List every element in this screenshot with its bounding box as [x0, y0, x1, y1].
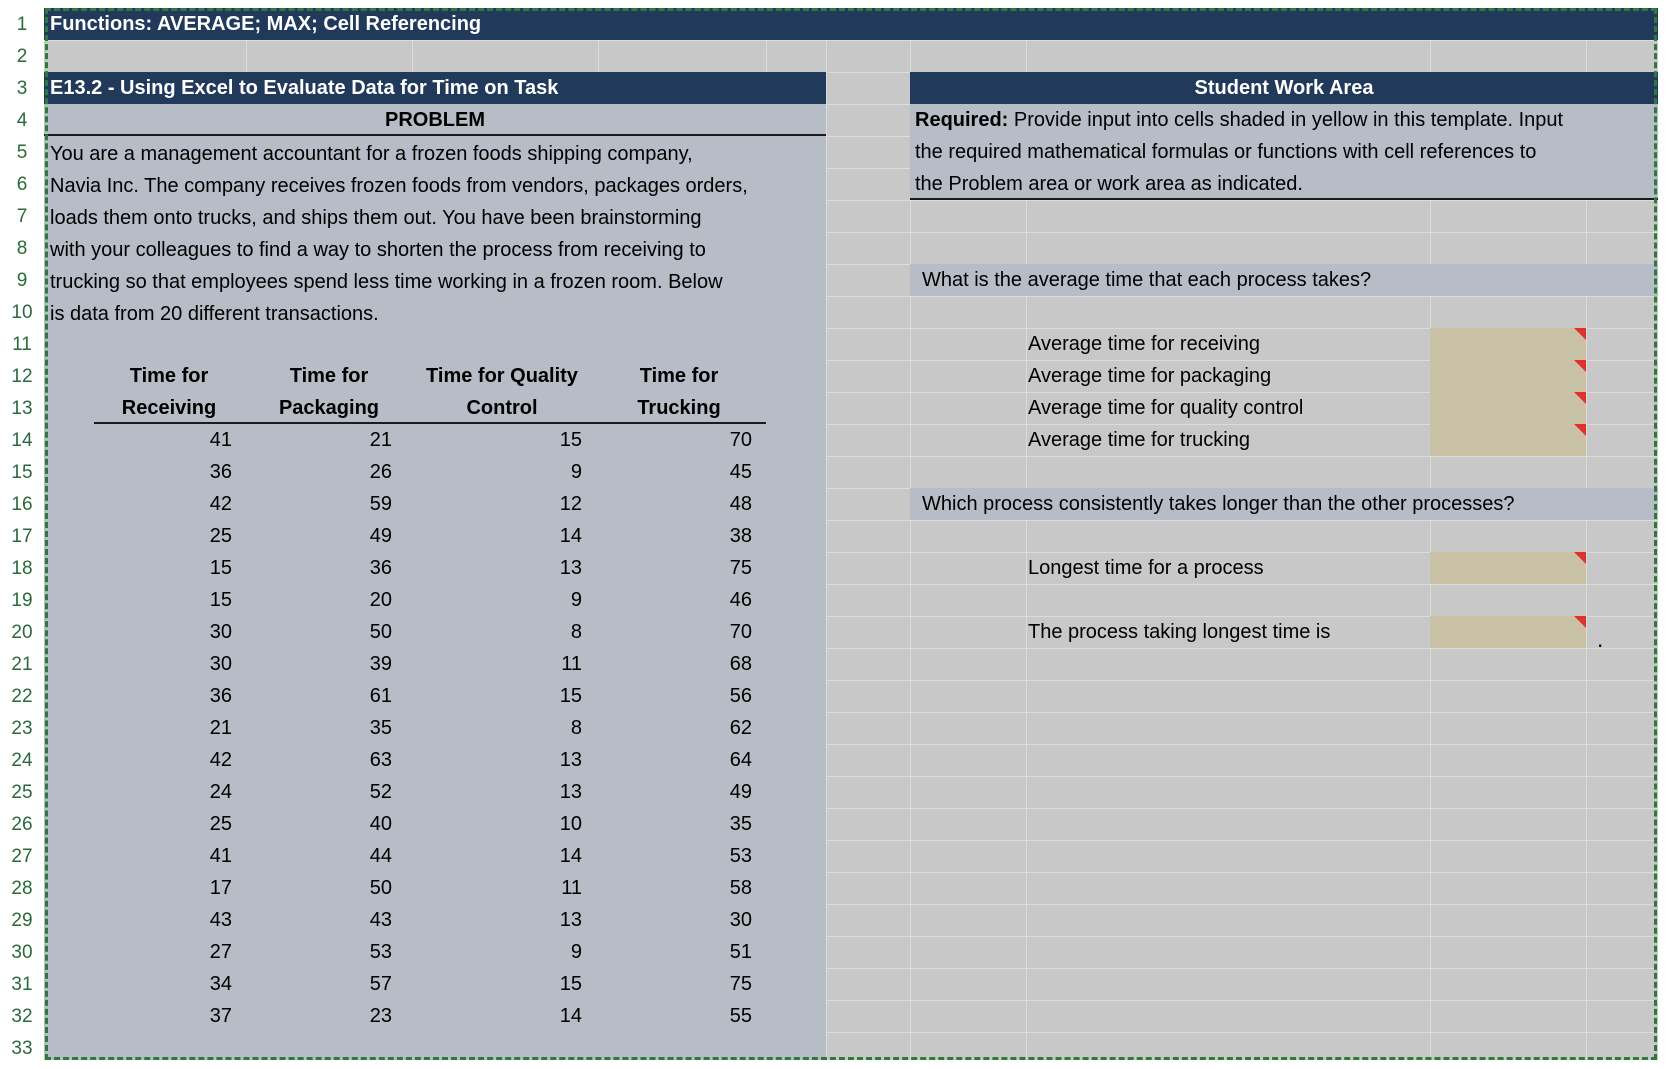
column-header-line: Time for	[289, 365, 369, 387]
comment-marker-icon[interactable]	[1574, 392, 1586, 404]
row-number[interactable]: 10	[11, 302, 33, 323]
problem-header: E13.2 - Using Excel to Evaluate Data for Time on Task	[44, 72, 826, 104]
table-cell[interactable]: 75	[729, 973, 752, 995]
column-header-line: Time for	[639, 365, 719, 387]
table-row	[94, 744, 766, 776]
column-header-line: Control	[466, 397, 538, 419]
table-row	[94, 808, 766, 840]
row-number[interactable]: 12	[11, 366, 33, 387]
row-number[interactable]: 22	[11, 686, 33, 707]
row-number[interactable]: 31	[11, 974, 33, 995]
table-cell[interactable]: 13	[559, 781, 582, 803]
comment-marker-icon[interactable]	[1574, 616, 1586, 628]
row-number[interactable]: 23	[11, 718, 33, 739]
row-number[interactable]: 11	[12, 334, 32, 355]
table-cell[interactable]: 12	[559, 493, 582, 515]
column-header-line: Time for	[129, 365, 209, 387]
table-cell[interactable]: 36	[369, 557, 392, 579]
table-cell[interactable]: 43	[209, 909, 232, 931]
row-number[interactable]: 16	[11, 494, 33, 515]
longest-time-input[interactable]	[1430, 552, 1586, 584]
table-row	[94, 968, 766, 1000]
comment-marker-icon[interactable]	[1574, 328, 1586, 340]
table-cell[interactable]: 14	[559, 525, 582, 547]
table-cell[interactable]: 50	[369, 877, 392, 899]
row-number[interactable]: 25	[11, 782, 33, 803]
table-cell[interactable]: 62	[729, 717, 752, 739]
row-number[interactable]: 2	[16, 46, 28, 67]
table-cell[interactable]: 11	[561, 653, 582, 675]
table-cell[interactable]: 9	[570, 461, 582, 483]
sheet-title: Functions: AVERAGE; MAX; Cell Referencing	[44, 8, 1658, 40]
table-cell[interactable]: 13	[559, 909, 582, 931]
comment-marker-icon[interactable]	[1574, 424, 1586, 436]
table-cell[interactable]: 15	[559, 429, 582, 451]
table-cell[interactable]: 25	[209, 813, 232, 835]
column-header-line: Packaging	[278, 397, 380, 419]
table-cell[interactable]: 14	[559, 1005, 582, 1027]
row-number[interactable]: 21	[11, 654, 33, 675]
table-cell[interactable]: 49	[729, 781, 752, 803]
row-number[interactable]: 24	[11, 750, 33, 771]
table-row	[94, 680, 766, 712]
table-cell[interactable]: 52	[369, 781, 392, 803]
table-cell[interactable]: 10	[559, 813, 582, 835]
column-header-quality-control	[412, 360, 592, 424]
average-quality-control-input[interactable]	[1430, 392, 1586, 424]
required-line	[915, 104, 1652, 136]
row-number[interactable]: 3	[16, 78, 28, 99]
average-packaging-label: Average time for packaging	[1028, 365, 1272, 387]
table-cell[interactable]: 15	[559, 973, 582, 995]
table-row	[94, 648, 766, 680]
required-instructions	[910, 104, 1658, 200]
grid-line	[44, 40, 1658, 41]
row-number[interactable]: 27	[11, 846, 33, 867]
row-number[interactable]: 28	[11, 878, 33, 899]
table-cell[interactable]: 35	[729, 813, 752, 835]
table-cell[interactable]: 36	[209, 685, 232, 707]
column-header-trucking	[604, 360, 754, 424]
table-cell[interactable]: 13	[559, 557, 582, 579]
row-number[interactable]: 6	[16, 174, 28, 195]
table-cell[interactable]: 13	[559, 749, 582, 771]
table-cell[interactable]: 51	[729, 941, 752, 963]
table-cell[interactable]: 20	[369, 589, 392, 611]
description-line: is data from 20 different transactions.	[50, 303, 379, 325]
table-cell[interactable]: 56	[729, 685, 752, 707]
table-cell[interactable]: 63	[369, 749, 392, 771]
description-line: You are a management accountant for a frozen foods shipping company,	[50, 143, 693, 165]
row-number[interactable]: 8	[16, 238, 28, 259]
table-cell[interactable]: 9	[570, 941, 582, 963]
row-number[interactable]: 26	[11, 814, 33, 835]
row-number[interactable]: 29	[11, 910, 33, 931]
table-cell[interactable]: 58	[729, 877, 752, 899]
student-work-area-header: Student Work Area	[910, 72, 1658, 104]
table-row	[94, 712, 766, 744]
question-longest: Which process consistently takes longer than the other processes?	[910, 488, 1658, 520]
longest-time-label: Longest time for a process	[1028, 557, 1264, 579]
row-number[interactable]: 4	[16, 110, 28, 131]
required-label: Required:	[915, 109, 1009, 131]
average-receiving-input[interactable]	[1430, 328, 1586, 360]
column-header-packaging	[254, 360, 404, 424]
table-cell[interactable]: 42	[209, 493, 232, 515]
row-number[interactable]: 30	[11, 942, 33, 963]
row-number[interactable]: 1	[16, 14, 28, 35]
column-header-receiving	[94, 360, 244, 424]
table-cell[interactable]: 15	[209, 557, 232, 579]
table-cell[interactable]: 8	[570, 717, 582, 739]
row-number[interactable]: 18	[11, 558, 33, 579]
row-number[interactable]: 33	[11, 1038, 33, 1059]
average-trucking-label: Average time for trucking	[1028, 429, 1250, 451]
table-row	[94, 616, 766, 648]
table-cell[interactable]: 25	[209, 525, 232, 547]
required-text: Provide input into cells shaded in yellow in this template. Input	[1008, 109, 1564, 131]
table-cell[interactable]: 30	[209, 621, 232, 643]
table-cell[interactable]: 42	[209, 749, 232, 771]
table-row	[94, 424, 766, 456]
table-cell[interactable]: 49	[369, 525, 392, 547]
required-line: the required mathematical formulas or functions with cell references to	[915, 141, 1537, 163]
table-row	[94, 552, 766, 584]
grid-line	[826, 40, 827, 1060]
table-cell[interactable]: 41	[209, 429, 232, 451]
longest-process-input[interactable]	[1430, 616, 1586, 648]
average-packaging-input[interactable]	[1430, 360, 1586, 392]
table-cell[interactable]: 44	[369, 845, 392, 867]
table-row	[94, 584, 766, 616]
table-cell[interactable]: 40	[369, 813, 392, 835]
table-cell[interactable]: 36	[209, 461, 232, 483]
table-cell[interactable]: 11	[561, 877, 582, 899]
table-cell[interactable]: 48	[729, 493, 752, 515]
column-header-line: Time for Quality	[426, 365, 578, 387]
row-number-gutter	[0, 0, 44, 1069]
table-row	[94, 872, 766, 904]
table-cell[interactable]: 15	[209, 589, 232, 611]
table-cell[interactable]: 37	[209, 1005, 232, 1027]
table-cell[interactable]: 50	[369, 621, 392, 643]
description-line: trucking so that employees spend less time working in a frozen room. Below	[50, 271, 723, 293]
table-cell[interactable]: 70	[729, 621, 752, 643]
table-row	[94, 776, 766, 808]
table-row	[94, 840, 766, 872]
table-cell[interactable]: 26	[369, 461, 392, 483]
table-cell[interactable]: 27	[209, 941, 232, 963]
table-cell[interactable]: 46	[729, 589, 752, 611]
row-number[interactable]: 5	[16, 142, 28, 163]
problem-description	[50, 138, 820, 330]
average-quality-control-label: Average time for quality control	[1028, 397, 1304, 419]
table-cell[interactable]: 41	[209, 845, 232, 867]
table-cell[interactable]: 17	[209, 877, 232, 899]
description-line: Navia Inc. The company receives frozen foods from vendors, packages orders,	[50, 175, 748, 197]
comment-marker-icon[interactable]	[1574, 552, 1586, 564]
table-cell[interactable]: 14	[559, 845, 582, 867]
sentence-period: .	[1597, 628, 1604, 652]
table-cell[interactable]: 45	[729, 461, 752, 483]
average-receiving-label: Average time for receiving	[1028, 333, 1260, 355]
row-number[interactable]: 13	[11, 398, 33, 419]
longest-process-label: The process taking longest time is	[1028, 621, 1331, 643]
comment-marker-icon[interactable]	[1574, 360, 1586, 372]
required-line: the Problem area or work area as indicated.	[915, 173, 1303, 195]
table-cell[interactable]: 68	[729, 653, 752, 675]
table-cell[interactable]: 35	[369, 717, 392, 739]
table-row	[94, 456, 766, 488]
table-row	[94, 520, 766, 552]
table-cell[interactable]: 39	[369, 653, 392, 675]
row-number[interactable]: 9	[16, 270, 28, 291]
table-cell[interactable]: 15	[559, 685, 582, 707]
row-number[interactable]: 20	[11, 622, 33, 643]
table-row	[94, 488, 766, 520]
table-cell[interactable]: 38	[729, 525, 752, 547]
table-cell[interactable]: 34	[209, 973, 232, 995]
table-cell[interactable]: 30	[729, 909, 752, 931]
description-line: loads them onto trucks, and ships them out. You have been brainstorming	[50, 207, 702, 229]
question-average: What is the average time that each process takes?	[910, 264, 1658, 296]
table-row	[94, 1000, 766, 1032]
table-cell[interactable]: 24	[209, 781, 232, 803]
table-cell[interactable]: 43	[369, 909, 392, 931]
row-number[interactable]: 14	[11, 430, 33, 451]
table-cell[interactable]: 53	[369, 941, 392, 963]
table-cell[interactable]: 55	[729, 1005, 752, 1027]
table-cell[interactable]: 9	[570, 589, 582, 611]
row-number[interactable]: 19	[11, 590, 33, 611]
table-cell[interactable]: 61	[369, 685, 392, 707]
column-header-line: Receiving	[121, 397, 217, 419]
table-cell[interactable]: 70	[729, 429, 752, 451]
table-cell[interactable]: 21	[209, 717, 232, 739]
average-trucking-input[interactable]	[1430, 424, 1586, 456]
table-cell[interactable]: 8	[570, 621, 582, 643]
column-header-line: Trucking	[637, 397, 721, 419]
table-cell[interactable]: 75	[729, 557, 752, 579]
table-cell[interactable]: 53	[729, 845, 752, 867]
table-cell[interactable]: 21	[369, 429, 392, 451]
row-number[interactable]: 7	[16, 206, 28, 227]
table-row	[94, 936, 766, 968]
row-number[interactable]: 15	[11, 462, 33, 483]
description-line: with your colleagues to find a way to shorten the process from receiving to	[50, 239, 706, 261]
row-number[interactable]: 32	[11, 1006, 33, 1027]
table-cell[interactable]: 59	[369, 493, 392, 515]
table-cell[interactable]: 64	[729, 749, 752, 771]
problem-subheader: PROBLEM	[44, 104, 826, 136]
table-cell[interactable]: 30	[209, 653, 232, 675]
table-row	[94, 904, 766, 936]
table-cell[interactable]: 23	[369, 1005, 392, 1027]
row-number[interactable]: 17	[11, 526, 33, 547]
table-cell[interactable]: 57	[369, 973, 392, 995]
